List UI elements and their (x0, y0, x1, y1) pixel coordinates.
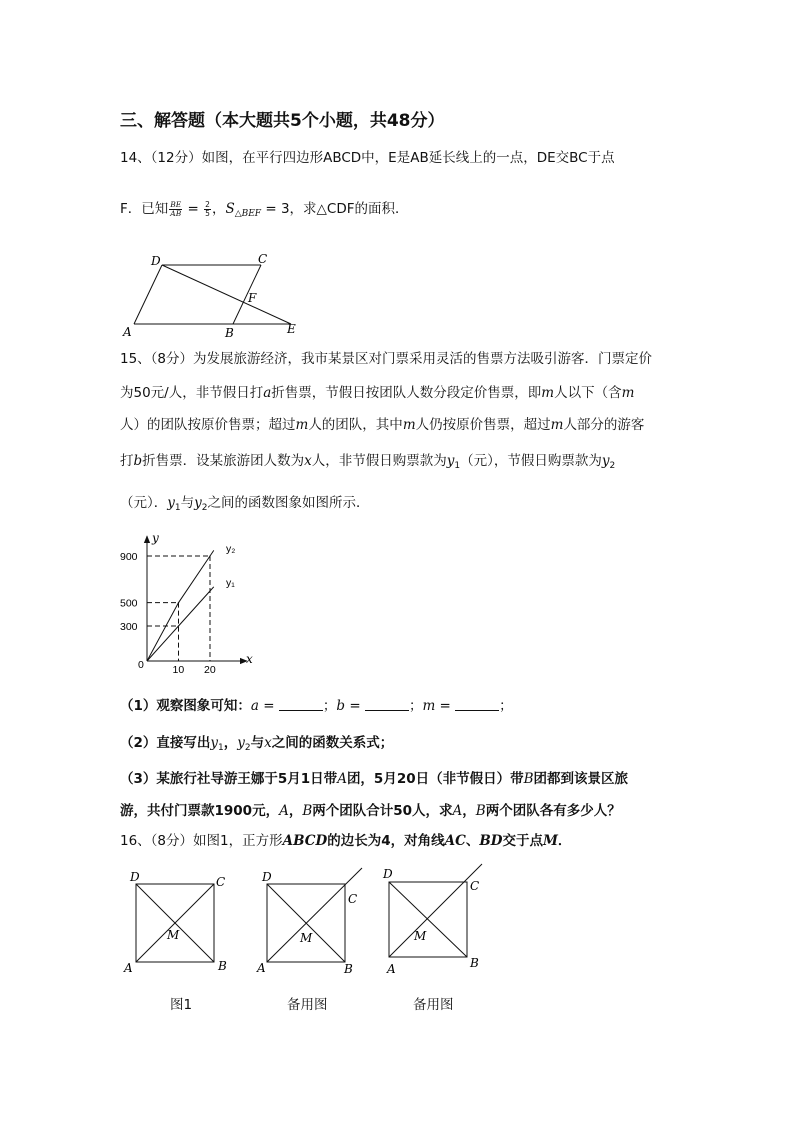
q15-l4d: （元），节假日购票款为 (460, 453, 602, 469)
x-tick-label: 10 (172, 664, 185, 676)
section-title: 三、解答题（本大题共5个小题，共48分） (120, 111, 445, 131)
figure-caption-1: 图1 (170, 997, 193, 1013)
var-y1-sub: 1 (454, 461, 461, 471)
sub2-c: 之间的函数关系式； (271, 735, 394, 751)
diag-bd: BD (479, 833, 503, 849)
sub3-l2e: 两个团队各有多少人？ (485, 803, 621, 819)
q15-l4c: 人，非节假日购票款为 (311, 453, 447, 469)
var-B: B (475, 803, 486, 819)
var-B: B (523, 771, 534, 787)
sub3-l2c: 两个团队合计50人，求 (312, 803, 453, 819)
var-a: a (250, 698, 259, 714)
label-M: M (414, 929, 427, 943)
series-line-y1 (147, 587, 214, 661)
var-y1: y (167, 495, 175, 511)
label-E: E (287, 322, 296, 336)
label-D: D (383, 867, 393, 881)
q16-b: 的边长为4，对角线 (327, 833, 445, 849)
sub3-l2d: ， (462, 803, 476, 819)
sub3-l1a: （3）某旅行社导游王娜于5月1日带 (120, 771, 338, 787)
label-A: A (123, 325, 132, 339)
var-m: m (550, 417, 564, 433)
var-y2: y (194, 495, 202, 511)
var-y1-sub: 1 (218, 743, 224, 753)
ratio-den: AB (170, 208, 182, 218)
q15-line2 (120, 384, 634, 402)
label-D: D (262, 870, 272, 884)
q14-line2-prefix: F．已知 (120, 201, 169, 217)
ratio-fraction (169, 201, 182, 218)
label-D: D (130, 870, 140, 884)
var-b: b (133, 453, 143, 469)
eq: = (345, 698, 365, 714)
ratio-num: BE (170, 199, 182, 209)
semi: ； (408, 698, 423, 714)
q15-line3 (120, 416, 644, 434)
var-y2-sub: 2 (201, 503, 208, 513)
semi: ； (499, 698, 513, 714)
figure-caption-2: 备用图 (287, 997, 328, 1013)
q15-l4b: 折售票．设某旅游团人数为 (142, 453, 305, 469)
blank-a[interactable] (279, 698, 323, 711)
label-A: A (124, 961, 133, 975)
var-m: m (422, 698, 436, 714)
value-num: 2 (205, 199, 210, 209)
sub1-prefix: （1）观察图象可知： (120, 698, 251, 714)
q16-line (120, 832, 571, 850)
q16-c: 、 (465, 833, 480, 849)
label-B: B (218, 959, 227, 973)
var-x: x (304, 453, 312, 469)
data-point (178, 602, 179, 603)
label-M: M (300, 931, 313, 945)
var-y2: y (237, 735, 245, 751)
q15-l5a: （元）． (120, 495, 168, 511)
label-M: M (167, 928, 180, 942)
sep: ， (211, 201, 226, 217)
value-fraction (204, 201, 211, 218)
label-B: B (470, 956, 479, 970)
q15-sub3-line1 (120, 770, 628, 788)
label-D: D (151, 254, 161, 268)
q15-l5c: 之间的函数图象如图所示． (207, 495, 370, 511)
q14-line2 (120, 200, 409, 223)
sub3-l2b: ， (288, 803, 303, 819)
q15-sub2 (120, 734, 393, 757)
sub2-a: （2）直接写出 (120, 735, 211, 751)
q15-line1: 15、（8分）为发展旅游经济，我市某景区对门票采用灵活的售票方法吸引游客．门票定价 (120, 351, 653, 367)
y-tick-label: 300 (120, 621, 138, 633)
sub2-b: 与 (250, 735, 265, 751)
y-axis-label: y (152, 531, 159, 545)
var-A: A (337, 771, 347, 787)
y-tick-label: 500 (120, 597, 138, 610)
point-m: M (542, 833, 558, 849)
q15-line5 (120, 494, 370, 517)
var-A: A (279, 803, 289, 819)
var-a: a (263, 385, 272, 401)
semi: ； (322, 698, 337, 714)
var-y1: y (210, 735, 219, 751)
area-subscript: △BEF (234, 209, 262, 219)
q15-l4a: 打 (120, 453, 134, 469)
figure-caption-3: 备用图 (413, 997, 454, 1013)
q15-l3b: 人的团队，其中 (308, 417, 403, 433)
q15-l5b: 与 (180, 495, 195, 511)
q16-a: 16、（8分）如图1，正方形 (120, 833, 283, 849)
q16-d: 交于点 (502, 833, 543, 849)
x-tick-label: 20 (204, 664, 216, 676)
var-B: B (302, 803, 313, 819)
sub2-comma: ， (223, 735, 238, 751)
square-figure-3 (374, 862, 499, 977)
square-figure-1 (118, 866, 238, 981)
origin-label: 0 (138, 659, 144, 671)
q15-sub3-line2 (120, 802, 621, 820)
var-m: m (541, 385, 555, 401)
label-A: A (387, 962, 396, 976)
q14-line1: 14、（12分）如图，在平行四边形ABCD中，E是AB延长线上的一点，DE交BC于点 (120, 150, 615, 166)
q15-sub1 (120, 697, 513, 715)
q15-l3d: 人部分的游客 (563, 417, 645, 433)
var-m: m (295, 417, 309, 433)
diag-ac: AC (444, 833, 466, 849)
q15-line4 (120, 452, 615, 475)
series-label-y1: y₁ (226, 577, 235, 589)
series-line-y2 (147, 550, 214, 661)
label-C: C (348, 892, 358, 906)
y-tick-label: 900 (120, 551, 138, 563)
label-C: C (216, 875, 226, 889)
data-point (178, 625, 179, 626)
data-point (209, 555, 210, 556)
q15-l2b: 折售票，节假日按团队人数分段定价售票，即 (271, 385, 542, 401)
label-C: C (470, 879, 480, 893)
sub3-l1c: 团都到该景区旅 (533, 771, 629, 787)
label-B: B (344, 962, 353, 976)
label-C: C (258, 252, 268, 266)
sub3-l1b: 团，5月20日（非节假日）带 (346, 771, 524, 787)
var-x: x (264, 735, 272, 751)
label-A: A (257, 961, 266, 975)
parallelogram-figure (115, 248, 315, 340)
var-y1-sub: 1 (174, 503, 181, 513)
q15-l3c: 人仍按原价售票，超过 (415, 417, 551, 433)
var-m: m (621, 385, 635, 401)
var-y2: y (601, 453, 610, 469)
var-y1: y (446, 453, 455, 469)
label-F: F (248, 291, 257, 305)
q16-e: ． (557, 833, 572, 849)
square-name: ABCD (282, 833, 328, 849)
q15-l2a: 为50元/人，非节假日打 (120, 385, 264, 401)
function-graph (116, 530, 266, 678)
var-b: b (336, 698, 346, 714)
series-label-y2: y₂ (226, 543, 236, 555)
var-m: m (402, 417, 416, 433)
q15-l3a: 人）的团队按原价售票；超过 (120, 417, 296, 433)
var-y2-sub: 2 (609, 461, 616, 471)
x-axis-label: x (246, 652, 253, 666)
sub3-l2a: 游，共付门票款1900元， (120, 803, 280, 819)
label-B: B (225, 326, 234, 340)
var-A: A (452, 803, 463, 819)
square-figure-2 (250, 866, 375, 981)
eq1: = (183, 201, 204, 217)
value-den: 5 (205, 208, 210, 218)
blank-b[interactable] (365, 698, 409, 711)
eq: = (258, 698, 279, 714)
var-y2-sub: 2 (244, 743, 251, 753)
eq: = (435, 698, 456, 714)
area-value: = 3，求△CDF的面积． (261, 201, 409, 217)
q15-l2c: 人以下（含 (554, 385, 622, 401)
blank-m[interactable] (455, 698, 499, 711)
data-point (209, 590, 210, 591)
area-symbol: S (225, 201, 235, 217)
